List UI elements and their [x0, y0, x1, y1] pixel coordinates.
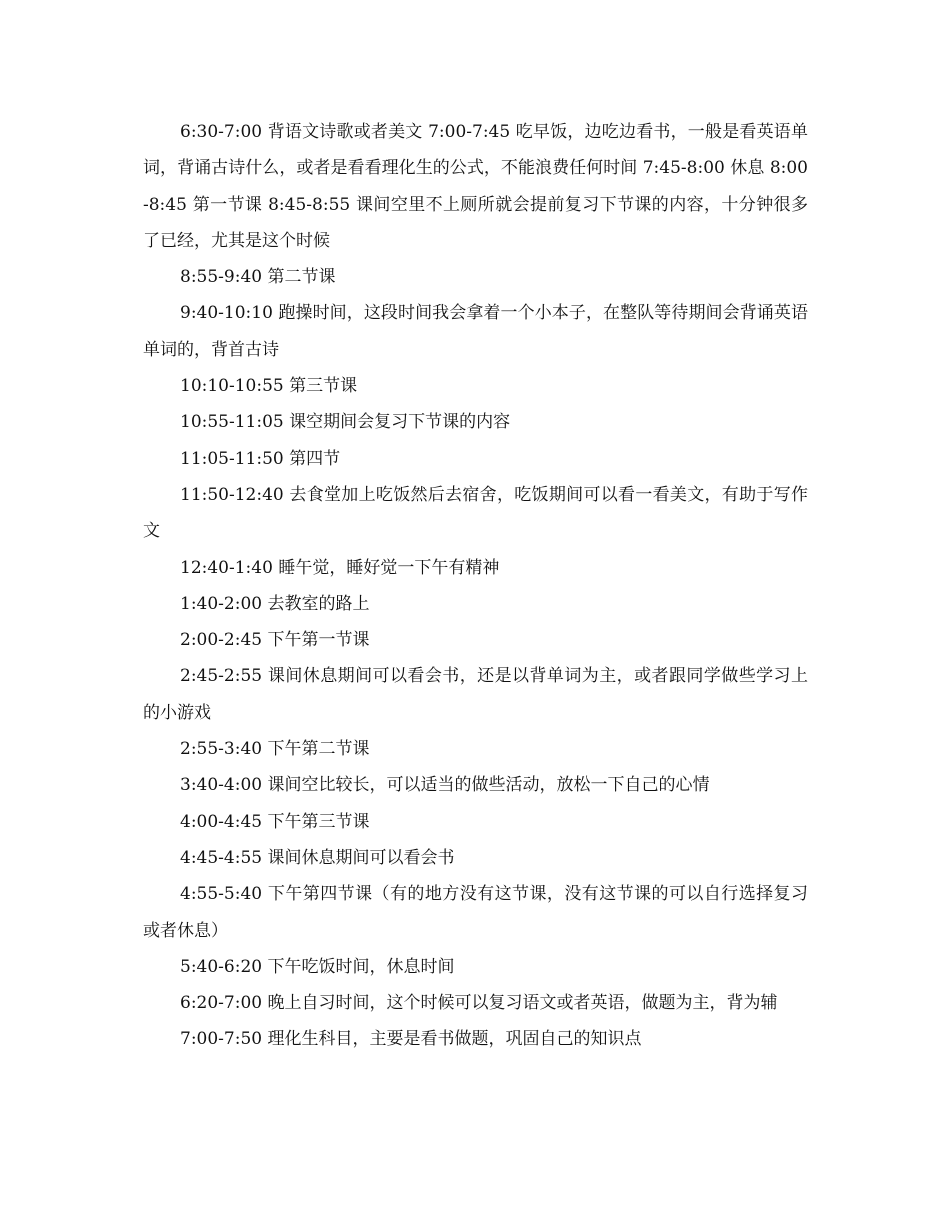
schedule-paragraph: 4:45-4:55 课间休息期间可以看会书	[180, 847, 455, 868]
schedule-paragraph: 4:55-5:40 下午第四节课（有的地方没有这节课，没有这节课的可以自行选择复习或者休息）	[143, 884, 808, 941]
schedule-paragraph: 3:40-4:00 课间空比较长，可以适当的做些活动，放松一下自己的心情	[180, 775, 710, 796]
schedule-paragraph: 9:40-10:10 跑操时间，这段时间我会拿着一个小本子，在整队等待期间会背诵英语单词的，背首古诗	[143, 303, 808, 360]
schedule-paragraph: 6:30-7:00 背语文诗歌或者美文 7:00-7:45 吃早饭，边吃边看书，一般是看英语单词，背诵古诗什么，或者是看看理化生的公式，不能浪费任何时间 7:45-8:00 休息 8:00-8:45 第一节课 8:45-8:55 课间空里不上厕所就会提前复习下节课的内容，十分钟很多了已经，尤其是这个时候	[143, 122, 808, 251]
schedule-paragraph: 2:00-2:45 下午第一节课	[180, 630, 370, 651]
schedule-paragraph: 4:00-4:45 下午第三节课	[180, 811, 370, 832]
document-body	[143, 114, 808, 1058]
schedule-paragraph: 12:40-1:40 睡午觉，睡好觉一下午有精神	[180, 557, 500, 578]
schedule-paragraph: 2:55-3:40 下午第二节课	[180, 739, 370, 760]
schedule-paragraph: 10:55-11:05 课空期间会复习下节课的内容	[180, 412, 511, 433]
schedule-paragraph: 2:45-2:55 课间休息期间可以看会书，还是以背单词为主，或者跟同学做些学习上的小游戏	[143, 666, 808, 723]
schedule-paragraph: 11:50-12:40 去食堂加上吃饭然后去宿舍，吃饭期间可以看一看美文，有助于写作文	[143, 484, 808, 542]
schedule-paragraph: 7:00-7:50 理化生科目，主要是看书做题，巩固自己的知识点	[180, 1029, 642, 1050]
schedule-paragraph: 5:40-6:20 下午吃饭时间，休息时间	[180, 956, 455, 977]
schedule-paragraph: 11:05-11:50 第四节	[180, 448, 341, 469]
schedule-paragraph: 10:10-10:55 第三节课	[180, 376, 358, 397]
schedule-paragraph: 1:40-2:00 去教室的路上	[180, 593, 370, 614]
schedule-paragraph: 8:55-9:40 第二节课	[180, 267, 336, 288]
schedule-paragraph: 6:20-7:00 晚上自习时间，这个时候可以复习语文或者英语，做题为主，背为辅	[180, 993, 778, 1014]
